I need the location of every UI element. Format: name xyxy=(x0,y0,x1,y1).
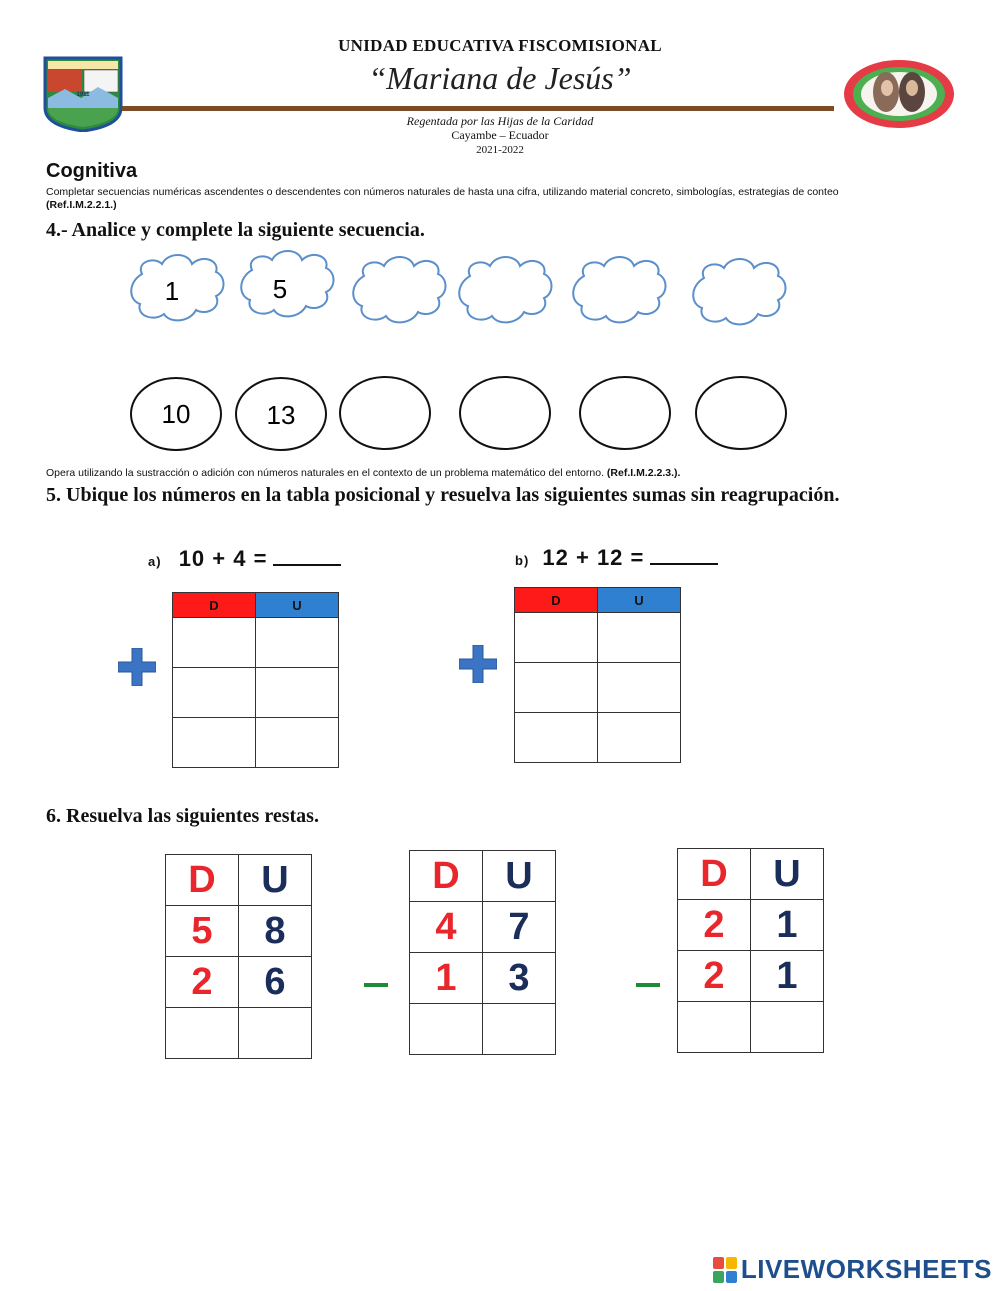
header-d: D xyxy=(410,851,483,902)
opera-description xyxy=(46,467,680,480)
digit-d: 4 xyxy=(410,902,483,953)
subtraction-table-3 xyxy=(677,848,824,1053)
svg-text:1911: 1911 xyxy=(76,92,90,98)
answer-cell[interactable] xyxy=(751,1002,824,1053)
cloud-2[interactable] xyxy=(241,251,333,316)
cell-input[interactable] xyxy=(598,613,681,663)
cognitiva-title: Cognitiva xyxy=(46,160,138,182)
live-badge-icon xyxy=(713,1257,737,1283)
place-value-table-a xyxy=(172,592,339,768)
answer-cell[interactable] xyxy=(410,1004,483,1055)
plus-icon xyxy=(459,645,497,683)
addition-b-expression: 12 + 12 = xyxy=(542,545,645,570)
cloud-2-value: 5 xyxy=(272,274,288,304)
liveworksheets-logo[interactable] xyxy=(713,1254,992,1285)
school-year: 2021-2022 xyxy=(476,144,524,156)
oval-1-value: 10 xyxy=(161,399,191,429)
opera-text: Opera utilizando la sustracción o adición con números naturales en el contexto de un problema matemático del entorno. xyxy=(46,467,604,479)
answer-cell[interactable] xyxy=(678,1002,751,1053)
cell-input[interactable] xyxy=(173,668,256,718)
minus-icon xyxy=(636,983,660,987)
regentada-line: Regentada por las Hijas de la Caridad xyxy=(406,114,594,128)
cell-input[interactable] xyxy=(256,718,339,768)
addition-a-label xyxy=(148,546,341,572)
digit-u: 6 xyxy=(239,957,312,1008)
answer-cell[interactable] xyxy=(239,1008,312,1059)
brand-name: LIVEWORKSHEETS xyxy=(740,1254,992,1284)
school-name: UNIDAD EDUCATIVA FISCOMISIONAL xyxy=(338,36,662,55)
cell-input[interactable] xyxy=(173,718,256,768)
header-u: U xyxy=(751,849,824,900)
header-u: U xyxy=(483,851,556,902)
oval-2-value: 13 xyxy=(266,400,296,430)
cell-input[interactable] xyxy=(598,663,681,713)
oval-6[interactable] xyxy=(696,377,786,449)
addition-b-letter: b) xyxy=(515,553,530,568)
question-6-title: 6. Resuelva las siguientes restas. xyxy=(46,805,319,827)
addition-b-answer-blank[interactable] xyxy=(650,545,718,565)
addition-a-answer-blank[interactable] xyxy=(273,546,341,566)
cognitiva-description xyxy=(46,186,951,212)
oval-4[interactable] xyxy=(460,377,550,449)
header-d: D xyxy=(678,849,751,900)
digit-d: 5 xyxy=(166,906,239,957)
plus-icon xyxy=(118,648,156,686)
oval-5[interactable] xyxy=(580,377,670,449)
addition-a-expression: 10 + 4 = xyxy=(178,546,268,571)
header-u: U xyxy=(598,588,681,613)
digit-d: 1 xyxy=(410,953,483,1004)
digit-u: 1 xyxy=(751,900,824,951)
oval-2 xyxy=(236,378,326,450)
answer-cell[interactable] xyxy=(166,1008,239,1059)
question-4-title: 4.- Analice y complete la siguiente secuencia. xyxy=(46,219,425,241)
cloud-6[interactable] xyxy=(693,259,785,324)
cloud-5[interactable] xyxy=(573,257,665,322)
sequence-figure xyxy=(120,246,800,456)
header-u: U xyxy=(239,855,312,906)
digit-d: 2 xyxy=(166,957,239,1008)
cloud-1 xyxy=(131,255,223,320)
digit-d: 2 xyxy=(678,900,751,951)
cell-input[interactable] xyxy=(256,668,339,718)
place-value-table-b xyxy=(514,587,681,763)
cell-input[interactable] xyxy=(515,713,598,763)
digit-u: 1 xyxy=(751,951,824,1002)
oval-3[interactable] xyxy=(340,377,430,449)
cell-input[interactable] xyxy=(256,618,339,668)
header-divider xyxy=(122,106,834,111)
minus-icon xyxy=(364,983,388,987)
digit-u: 8 xyxy=(239,906,312,957)
cognitiva-text: Completar secuencias numéricas ascendentes o descendentes con números naturales de hasta una cifra, utilizando material concreto, simbologías, estrategias de conteo xyxy=(46,186,839,198)
question-5-title: 5. Ubique los números en la tabla posicional y resuelva las siguientes sumas sin reagrupación. xyxy=(46,484,840,506)
cloud-1-value: 1 xyxy=(164,276,180,306)
header-d: D xyxy=(173,593,256,618)
subtraction-table-2 xyxy=(409,850,556,1055)
cognitiva-ref: (Ref.I.M.2.2.1.) xyxy=(46,199,117,211)
digit-u: 3 xyxy=(483,953,556,1004)
addition-b-label xyxy=(515,545,718,571)
digit-u: 7 xyxy=(483,902,556,953)
cell-input[interactable] xyxy=(515,613,598,663)
addition-a-letter: a) xyxy=(148,554,162,569)
header-d: D xyxy=(166,855,239,906)
subtraction-table-1 xyxy=(165,854,312,1059)
cloud-3[interactable] xyxy=(353,257,445,322)
oval-1 xyxy=(131,378,221,450)
header-u: U xyxy=(256,593,339,618)
header-d: D xyxy=(515,588,598,613)
answer-cell[interactable] xyxy=(483,1004,556,1055)
cloud-4[interactable] xyxy=(459,257,551,322)
cell-input[interactable] xyxy=(173,618,256,668)
school-motto: “Mariana de Jesús” xyxy=(368,60,632,96)
cell-input[interactable] xyxy=(515,663,598,713)
cell-input[interactable] xyxy=(598,713,681,763)
opera-ref: (Ref.I.M.2.2.3.). xyxy=(606,467,681,479)
location-line: Cayambe – Ecuador xyxy=(451,128,549,142)
digit-d: 2 xyxy=(678,951,751,1002)
